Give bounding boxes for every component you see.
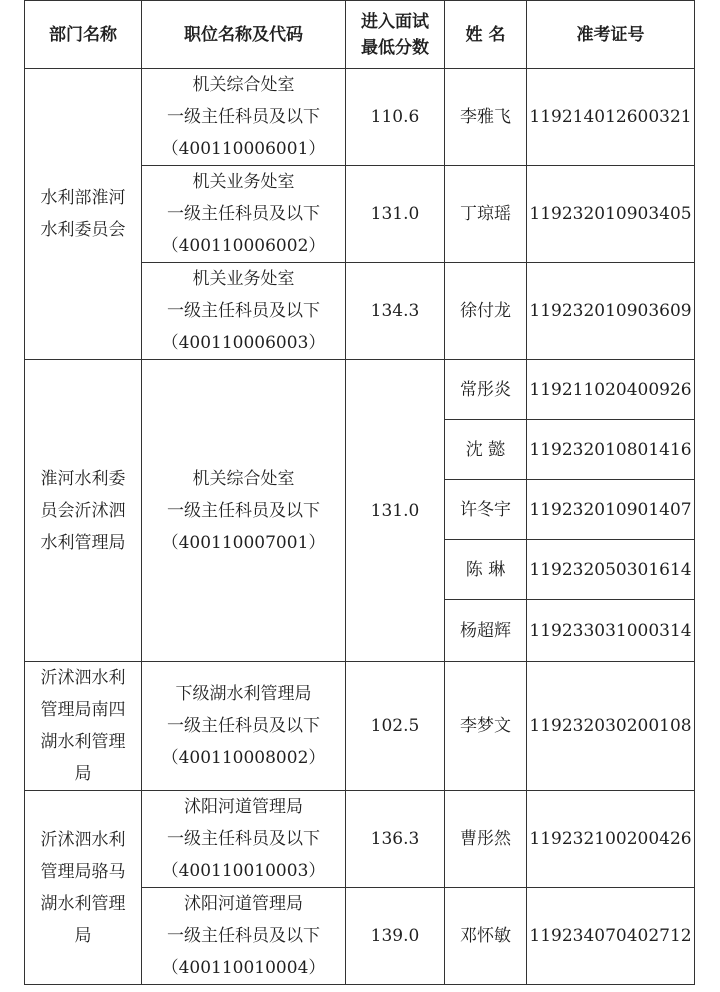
department-line: 水利管理局	[40, 532, 126, 553]
position-line: 一级主任科员及以下	[167, 716, 320, 736]
candidate-name-cell: 许冬宇	[445, 480, 527, 540]
candidate-name-cell: 曹彤然	[445, 791, 527, 888]
department-line: 局	[74, 925, 92, 946]
department-line: 沂沭泗水利	[40, 829, 126, 850]
position-line: （400110008002）	[161, 748, 326, 768]
position-cell	[142, 166, 346, 263]
ticket-number-cell: 119214012600321	[527, 69, 695, 166]
header-min-score-line2: 最低分数	[361, 37, 429, 58]
position-line: （400110010003）	[161, 861, 326, 881]
position-line: 机关综合处室	[192, 468, 295, 489]
position-line: 机关业务处室	[192, 172, 295, 192]
position-line: （400110006003）	[161, 333, 326, 353]
candidate-name-cell: 沈 懿	[445, 420, 527, 480]
table-row	[25, 662, 695, 791]
ticket-number-cell: 119232010901407	[527, 480, 695, 540]
min-score-cell: 131.0	[346, 360, 445, 662]
interview-score-table	[24, 0, 695, 985]
department-line: 湖水利管理	[40, 732, 126, 752]
min-score-cell: 134.3	[346, 263, 445, 360]
header-department: 部门名称	[25, 1, 142, 69]
table-row	[25, 69, 695, 166]
candidate-name-cell: 杨超辉	[445, 600, 527, 662]
position-line: 机关综合处室	[192, 75, 295, 95]
position-cell	[142, 263, 346, 360]
department-cell	[25, 69, 142, 360]
position-cell	[142, 791, 346, 888]
header-min-score-line1: 进入面试	[361, 11, 429, 32]
position-line: 一级主任科员及以下	[167, 926, 320, 946]
candidate-name-cell: 李梦文	[445, 662, 527, 791]
min-score-cell: 136.3	[346, 791, 445, 888]
position-cell	[142, 69, 346, 166]
position-line: 一级主任科员及以下	[167, 107, 320, 127]
header-name: 姓 名	[445, 1, 527, 69]
position-cell	[142, 360, 346, 662]
position-line: 沭阳河道管理局	[184, 797, 303, 817]
department-line: 水利委员会	[40, 220, 126, 240]
department-cell	[25, 791, 142, 985]
position-line: （400110006001）	[161, 139, 326, 159]
department-line: 湖水利管理	[40, 893, 126, 914]
ticket-number-cell: 119232010801416	[527, 420, 695, 480]
position-line: 一级主任科员及以下	[167, 500, 320, 521]
header-row	[25, 1, 695, 69]
position-line: （400110006002）	[161, 236, 326, 256]
department-line: 员会沂沭泗	[40, 500, 126, 521]
department-line: 淮河水利委	[40, 468, 126, 489]
table-row	[25, 360, 695, 420]
candidate-name-cell: 徐付龙	[445, 263, 527, 360]
header-min-score	[346, 1, 445, 69]
ticket-number-cell: 119232010903609	[527, 263, 695, 360]
position-line: 机关业务处室	[192, 269, 295, 289]
position-line: 一级主任科员及以下	[167, 301, 320, 321]
position-line: （400110010004）	[161, 958, 326, 978]
ticket-number-cell: 119233031000314	[527, 600, 695, 662]
position-line: 下级湖水利管理局	[175, 684, 312, 704]
ticket-number-cell: 119232010903405	[527, 166, 695, 263]
min-score-cell: 131.0	[346, 166, 445, 263]
min-score-cell: 110.6	[346, 69, 445, 166]
position-line: 沭阳河道管理局	[184, 894, 303, 914]
department-cell	[25, 662, 142, 791]
position-line: （400110007001）	[161, 532, 326, 553]
position-line: 一级主任科员及以下	[167, 204, 320, 224]
department-line: 水利部淮河	[40, 188, 126, 208]
table-row	[25, 791, 695, 888]
ticket-number-cell: 119234070402712	[527, 888, 695, 985]
candidate-name-cell: 李雅飞	[445, 69, 527, 166]
department-line: 沂沭泗水利	[40, 668, 126, 688]
position-cell	[142, 888, 346, 985]
department-line: 管理局南四	[40, 700, 126, 720]
department-line: 管理局骆马	[40, 861, 126, 882]
department-line: 局	[74, 764, 92, 784]
candidate-name-cell: 丁琼瑶	[445, 166, 527, 263]
min-score-cell: 139.0	[346, 888, 445, 985]
ticket-number-cell: 119211020400926	[527, 360, 695, 420]
department-cell	[25, 360, 142, 662]
header-position: 职位名称及代码	[142, 1, 346, 69]
candidate-name-cell: 陈 琳	[445, 540, 527, 600]
ticket-number-cell: 119232050301614	[527, 540, 695, 600]
candidate-name-cell: 邓怀敏	[445, 888, 527, 985]
candidate-name-cell: 常彤炎	[445, 360, 527, 420]
position-cell	[142, 662, 346, 791]
position-line: 一级主任科员及以下	[167, 829, 320, 849]
ticket-number-cell: 119232030200108	[527, 662, 695, 791]
min-score-cell: 102.5	[346, 662, 445, 791]
ticket-number-cell: 119232100200426	[527, 791, 695, 888]
header-ticket: 准考证号	[527, 1, 695, 69]
